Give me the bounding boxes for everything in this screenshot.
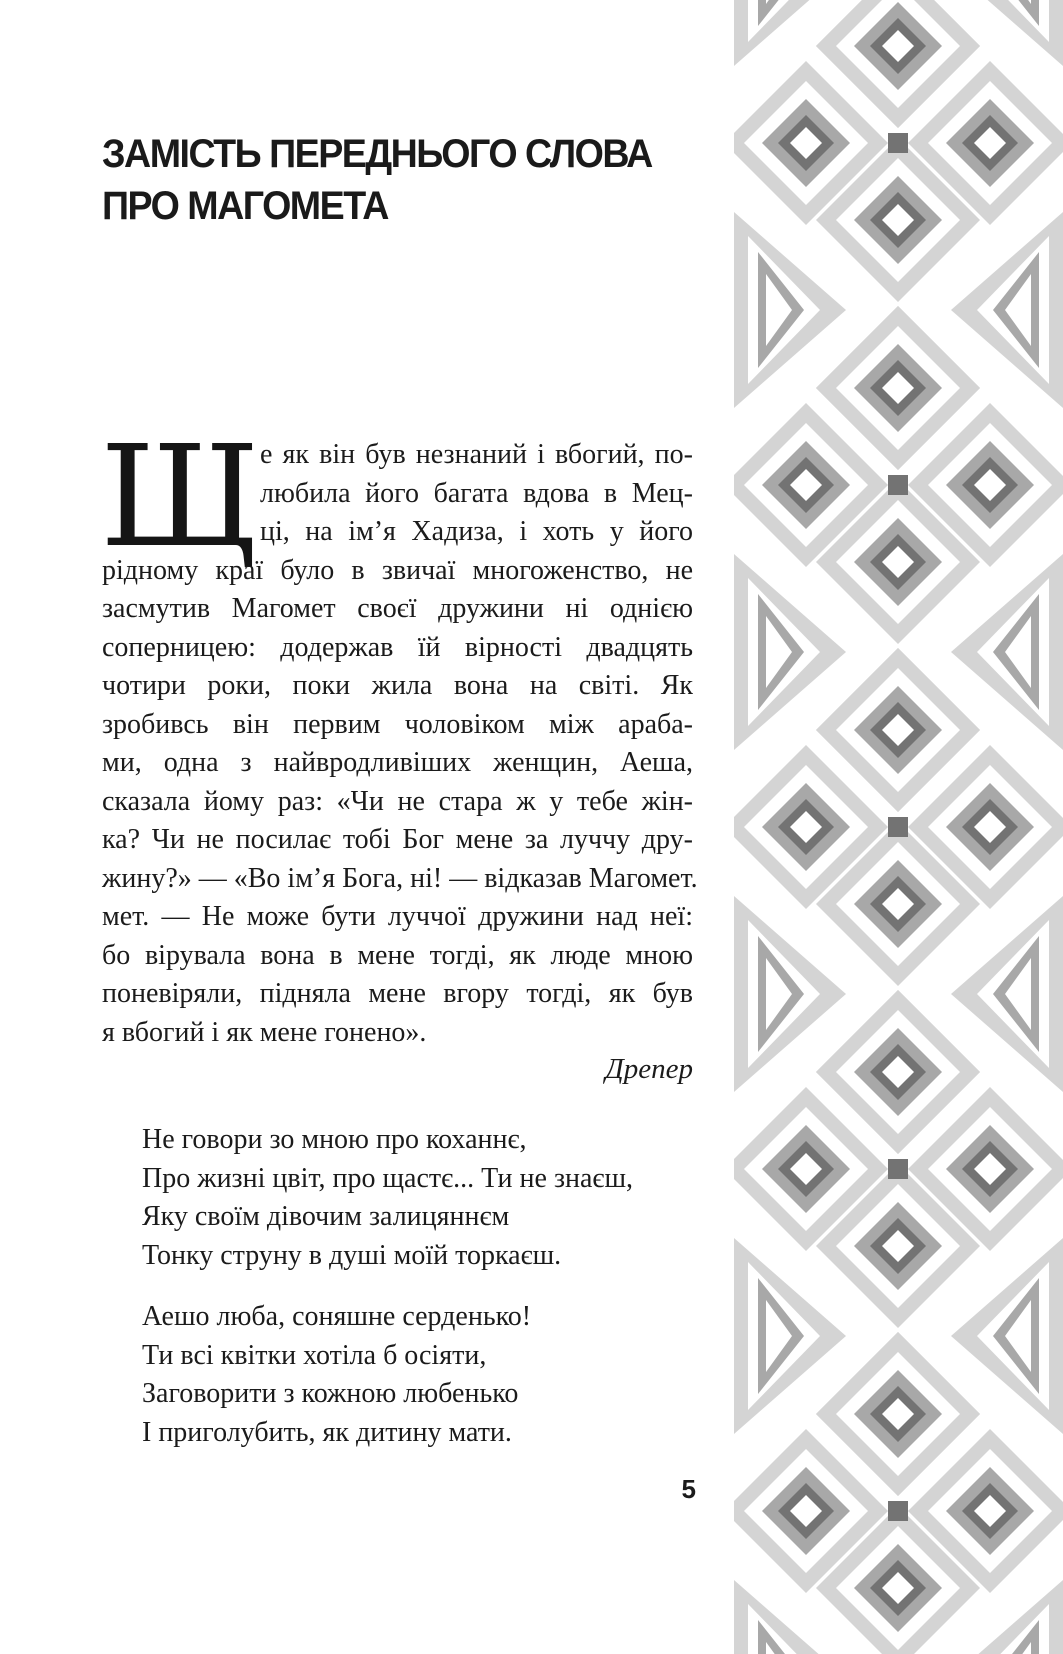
- prose-line: е як він був незнаний і вбогий, по-: [260, 439, 693, 470]
- epigraph-signature: Дрепер: [605, 1053, 693, 1085]
- poem-line: Ти всі квітки хотіла б осіяти,: [142, 1339, 487, 1371]
- prose-line: жину?» — «Во ім’я Бога, ні! — відказав Магомет.: [102, 862, 698, 894]
- small-square-icon: [888, 817, 908, 837]
- prose-line: соперницею: додержав їй вірності двадцять: [102, 631, 693, 663]
- poem-line: Тонку струну в душі моїй торкаєш.: [142, 1239, 562, 1271]
- poem-stanza-1: [142, 1121, 702, 1275]
- prose-line: я вбогий і як мене гонено».: [102, 1016, 427, 1048]
- poem-line: Яку своїм дівочим залицяннєм: [142, 1201, 510, 1232]
- prose-line: мет. — Не може бути луччої дружини над неї:: [102, 901, 693, 932]
- prose-line: ми, одна з найвродливіших женщин, Аеша,: [102, 747, 693, 778]
- poem-stanza-2: [142, 1298, 702, 1452]
- prose-line: поневіряли, підняла мене вгору тогді, як був: [102, 978, 693, 1009]
- prose-line: рідному краї було в звичаї многоженство, не: [102, 554, 693, 586]
- small-square-icon: [888, 133, 908, 153]
- prose-line: чотири роки, поки жила вона на світі. Як: [102, 670, 693, 701]
- prose-line: сказала йому раз: «Чи не стара ж у тебе жін-: [102, 785, 693, 817]
- poem-line: Заговорити з кожною любенько: [142, 1378, 519, 1409]
- prose-paragraph: [102, 436, 698, 1052]
- poem-line: Аешо люба, соняшне серденько!: [142, 1301, 532, 1332]
- small-square-icon: [888, 475, 908, 495]
- prose-line: бо вірувала вона в мене тогді, як люде мною: [102, 939, 693, 971]
- prose-line: ці, на ім’я Хадиза, і хоть у його: [260, 516, 693, 547]
- prose-line: засмутив Магомет своєї дружини ні однією: [102, 593, 693, 624]
- chapter-title-line-1: ЗАМІСТЬ ПЕРЕДНЬОГО СЛОВА: [102, 132, 652, 176]
- poem-line: І приголубить, як дитину мати.: [142, 1416, 512, 1448]
- prose-line: зробивсь він первим чоловіком між араба-: [102, 708, 693, 740]
- drop-cap-letter: Щ: [100, 416, 256, 579]
- small-square-icon: [888, 1159, 908, 1179]
- ornament-border-icon: [734, 0, 1063, 1654]
- poem-line: Про жизні цвіт, про щастє... Ти не знаєш,: [142, 1162, 633, 1194]
- page-number: 5: [681, 1474, 696, 1504]
- chapter-title-line-2: ПРО МАГОМЕТА: [102, 184, 388, 228]
- prose-line: любила його багата вдова в Мец-: [260, 477, 693, 509]
- prose-line: ка? Чи не посилає тобі Бог мене за луччу дру-: [102, 824, 693, 855]
- chapter-title: [102, 128, 666, 232]
- small-square-icon: [888, 1501, 908, 1521]
- poem-line: Не говори зо мною про коханнє,: [142, 1124, 527, 1155]
